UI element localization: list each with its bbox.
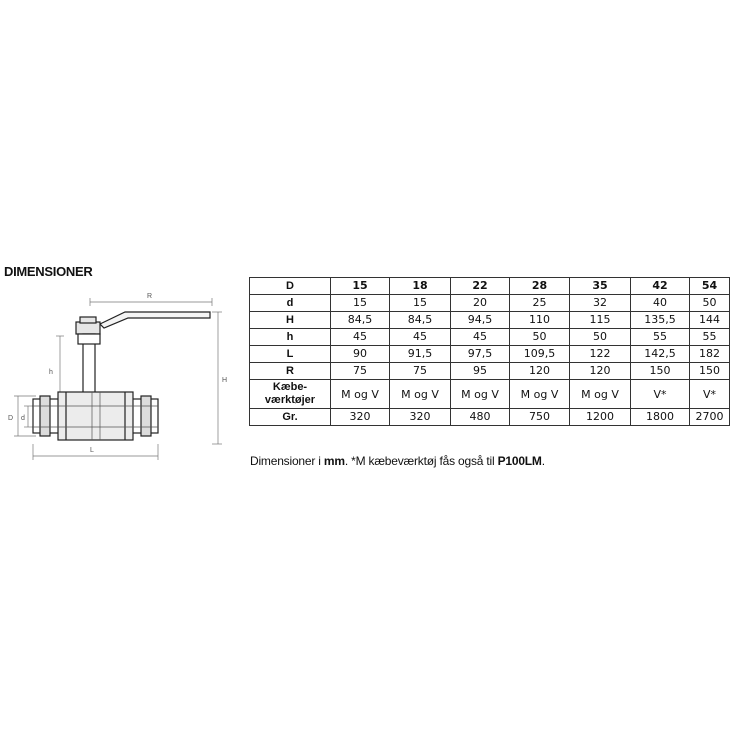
table-cell: M og V (331, 380, 390, 409)
table-cell: 97,5 (451, 346, 510, 363)
table-row (250, 346, 730, 363)
table-cell: 150 (631, 363, 690, 380)
table-cell: 50 (570, 329, 631, 346)
table-cell: 109,5 (510, 346, 570, 363)
note-middle: . *M kæbeværktøj fås også til (344, 454, 498, 468)
table-cell: 75 (331, 363, 390, 380)
table-row (250, 380, 730, 409)
dimensions-table (249, 277, 730, 426)
table-cell: 122 (570, 346, 631, 363)
table-cell: 95 (451, 363, 510, 380)
table-cell: 55 (631, 329, 690, 346)
table-cell: M og V (510, 380, 570, 409)
table-cell: 50 (690, 295, 730, 312)
table-cell: 35 (570, 278, 631, 295)
table-cell: 1800 (631, 409, 690, 426)
label-l: L (90, 447, 94, 454)
table-cell: 2700 (690, 409, 730, 426)
note-prefix: Dimensioner i (250, 454, 324, 468)
table-cell: 45 (451, 329, 510, 346)
table-cell: 42 (631, 278, 690, 295)
table-cell: 22 (451, 278, 510, 295)
table-cell: 750 (510, 409, 570, 426)
valve-body (33, 392, 158, 440)
row-label: L (250, 346, 331, 363)
table-cell: V* (631, 380, 690, 409)
table-cell: 150 (690, 363, 730, 380)
label-d-outer: D (8, 415, 14, 422)
row-label: D (250, 278, 331, 295)
label-r: R (147, 293, 153, 300)
row-label: Gr. (250, 409, 331, 426)
table-cell: 40 (631, 295, 690, 312)
table-cell: 50 (510, 329, 570, 346)
note-suffix: . (541, 454, 545, 468)
table-cell: 84,5 (331, 312, 390, 329)
table-row (250, 409, 730, 426)
row-label: h (250, 329, 331, 346)
table-row (250, 363, 730, 380)
table-cell: 15 (331, 295, 390, 312)
table-cell: 45 (390, 329, 451, 346)
table-cell: 94,5 (451, 312, 510, 329)
table-cell: 320 (331, 409, 390, 426)
table-cell: 91,5 (390, 346, 451, 363)
table-row (250, 278, 730, 295)
dimensions-footnote (250, 454, 545, 468)
table-cell: 90 (331, 346, 390, 363)
table-cell: 25 (510, 295, 570, 312)
table-row (250, 312, 730, 329)
table-cell: 320 (390, 409, 451, 426)
table-cell: 182 (690, 346, 730, 363)
note-model: P100LM (497, 454, 542, 468)
table-cell: 45 (331, 329, 390, 346)
note-unit: mm (323, 454, 345, 468)
valve-technical-drawing (0, 284, 240, 464)
table-cell: 75 (390, 363, 451, 380)
table-row (250, 329, 730, 346)
table-cell: 32 (570, 295, 631, 312)
table-cell: M og V (451, 380, 510, 409)
row-label: H (250, 312, 331, 329)
table-cell: 120 (570, 363, 631, 380)
table-cell: 110 (510, 312, 570, 329)
table-cell: 1200 (570, 409, 631, 426)
section-title: DIMENSIONER (4, 264, 93, 279)
table-cell: 20 (451, 295, 510, 312)
table-row (250, 295, 730, 312)
table-cell: 115 (570, 312, 631, 329)
table-cell: 84,5 (390, 312, 451, 329)
row-label: Kæbe-værktøjer (250, 380, 331, 409)
table-cell: 18 (390, 278, 451, 295)
valve-handle (100, 312, 210, 328)
table-cell: 480 (451, 409, 510, 426)
table-cell: 120 (510, 363, 570, 380)
label-h-total: H (222, 377, 228, 384)
label-h: h (49, 369, 53, 376)
label-d-inner: d (21, 415, 25, 422)
table-cell: 28 (510, 278, 570, 295)
row-label: R (250, 363, 331, 380)
table-cell: M og V (390, 380, 451, 409)
table-cell: 54 (690, 278, 730, 295)
table-cell: 142,5 (631, 346, 690, 363)
valve-nut (76, 317, 100, 334)
table-cell: 135,5 (631, 312, 690, 329)
table-cell: 144 (690, 312, 730, 329)
table-cell: 55 (690, 329, 730, 346)
valve-stem (78, 334, 100, 396)
table-cell: V* (690, 380, 730, 409)
table-cell: 15 (331, 278, 390, 295)
row-label: d (250, 295, 331, 312)
table-cell: M og V (570, 380, 631, 409)
table-cell: 15 (390, 295, 451, 312)
